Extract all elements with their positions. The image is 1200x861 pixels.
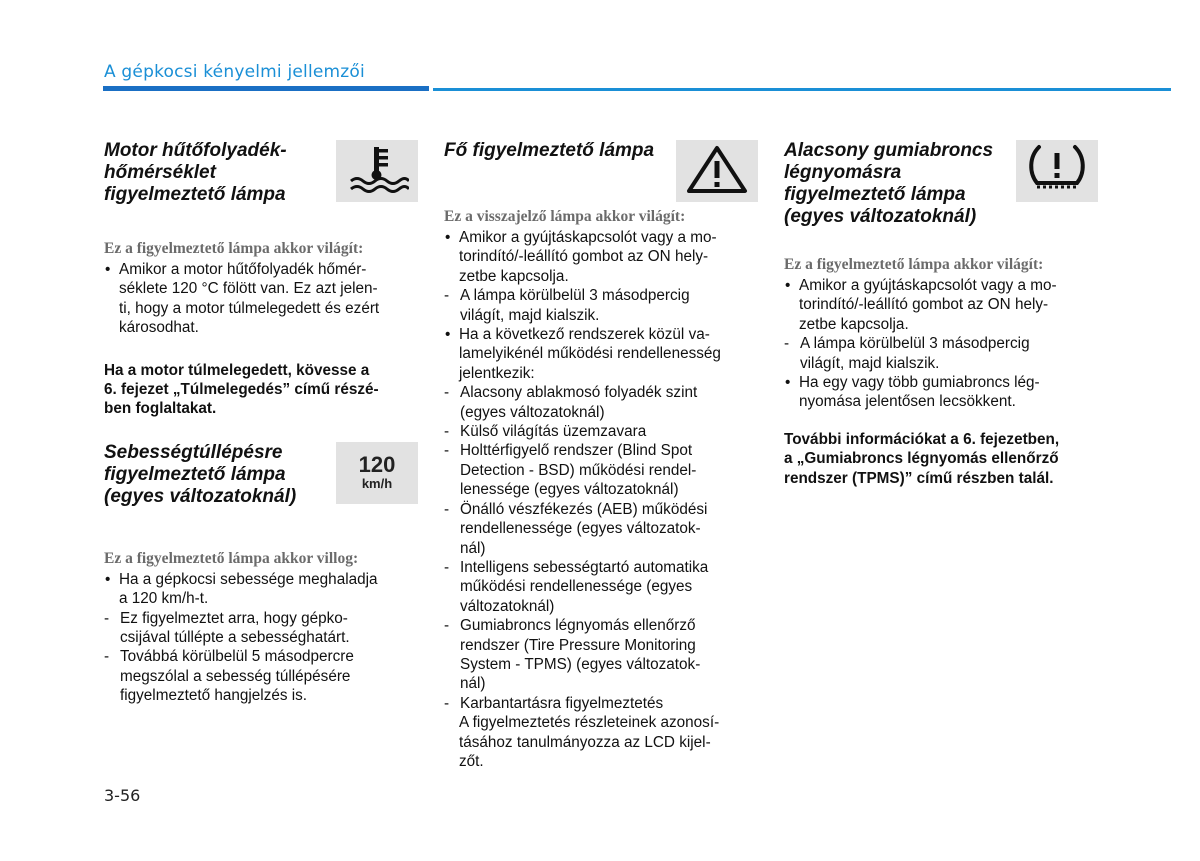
master-warning-closing: A figyelmeztetés részleteinek azonosí- tásához tanulmányozza az LCD kijel- zőt. xyxy=(459,714,720,770)
coolant-bullet-1: • Amikor a motor hűtőfolyadék hőmér- séklete 120 °C fölött van. Ez azt jelen- ti, hogy a motor túlmelegedett és ezért károsodhat. xyxy=(104,260,418,338)
coolant-overheat-note: Ha a motor túlmelegedett, kövesse a 6. fejezet „Túlmelegedés” című részé- ben foglaltakat. xyxy=(104,361,379,418)
speed-warning-icon xyxy=(336,442,418,504)
speed-bullets xyxy=(104,570,418,609)
tpms-bullet-2: • Ha egy vagy több gumiabroncs lég- nyomása jelentősen lecsökkent. xyxy=(784,373,1098,412)
system-item: - Önálló vészfékezés (AEB) működési rendellenessége (egyes változatok- nál) xyxy=(444,500,758,558)
coolant-icon-box xyxy=(336,140,418,202)
speed-subheading: Ez a figyelmeztető lámpa akkor villog: xyxy=(104,549,359,567)
speed-bullet-1: • Ha a gépkocsi sebessége meghaladja a 120 km/h-t. xyxy=(104,570,418,609)
coolant-bullets xyxy=(104,260,418,338)
master-warning-subheading: Ez a visszajelző lámpa akkor világít: xyxy=(444,208,686,225)
coolant-subheading: Ez a figyelmeztető lámpa akkor világít: xyxy=(104,240,364,257)
master-warning-bullet-2: • Ha a következő rendszerek közül va- lamelyikénél működési rendellenesség jelentkezik: xyxy=(444,325,758,383)
coolant-temperature-icon xyxy=(345,143,409,200)
master-warning-title: Fő figyelmeztető lámpa xyxy=(444,140,655,161)
tpms-bullets-1 xyxy=(784,276,1098,334)
master-warning-heading xyxy=(444,140,758,208)
coolant-section-heading xyxy=(104,140,418,240)
tpms-dash-1: - A lámpa körülbelül 3 másodpercig világít, majd kialszik. xyxy=(784,334,1098,373)
master-warning-icon xyxy=(685,143,749,200)
master-warning-system-list xyxy=(444,383,758,713)
tpms-dashes-1 xyxy=(784,334,1098,373)
system-item: - Külső világítás üzemzavara xyxy=(444,422,758,441)
header-rule-light xyxy=(433,88,1171,91)
speed-dash-2: - Továbbá körülbelül 5 másodpercre megszólal a sebesség túllépésére figyelmeztető hangjelzés is. xyxy=(104,647,418,705)
tpms-bullets-2 xyxy=(784,373,1098,412)
tpms-section-heading xyxy=(784,140,1098,256)
speed-section-heading xyxy=(104,442,418,550)
tire-pressure-warning-icon xyxy=(1025,141,1089,202)
tpms-bullet-1: • Amikor a gyújtáskapcsolót vagy a mo- torindító/-leállító gombot az ON hely- zetbe kapcsolja. xyxy=(784,276,1098,334)
master-warning-dash-1: - A lámpa körülbelül 3 másodpercig világít, majd kialszik. xyxy=(444,286,758,325)
page-number: 3-56 xyxy=(104,786,141,805)
master-warning-dashes-1 xyxy=(444,286,758,325)
master-warning-bullets-2 xyxy=(444,325,758,383)
speed-dashes xyxy=(104,609,418,706)
speed-icon-unit: km/h xyxy=(361,476,393,492)
master-warning-icon-box xyxy=(676,140,758,202)
tpms-more-info-note: További információkat a 6. fejezetben, a „Gumiabroncs légnyomás ellenőrző rendszer (TPMS)” című részben talál. xyxy=(784,430,1060,487)
speed-section-title: Sebességtúllépésre figyelmeztető lámpa (egyes változatoknál) xyxy=(104,441,297,507)
tpms-section-title: Alacsony gumiabroncs légnyomásra figyelmeztető lámpa (egyes változatoknál) xyxy=(784,140,994,227)
system-item: - Alacsony ablakmosó folyadék szint (egyes változatoknál) xyxy=(444,383,758,422)
section-header-title: A gépkocsi kényelmi jellemzői xyxy=(104,62,365,82)
master-warning-bullets-1 xyxy=(444,228,758,286)
header-rule-dark xyxy=(103,86,429,91)
column-1 xyxy=(104,140,418,706)
speed-dash-1: - Ez figyelmeztet arra, hogy gépko- csijával túllépte a sebességhatárt. xyxy=(104,609,418,648)
column-3 xyxy=(784,140,1098,488)
tpms-icon-box xyxy=(1016,140,1098,202)
coolant-section-title: Motor hűtőfolyadék- hőmérséklet figyelmeztető lámpa xyxy=(104,140,287,205)
system-item: - Gumiabroncs légnyomás ellenőrző rendszer (Tire Pressure Monitoring System - TPMS) (egyes változatok- nál) xyxy=(444,616,758,694)
master-warning-bullet-1: • Amikor a gyújtáskapcsolót vagy a mo- torindító/-leállító gombot az ON hely- zetbe kapcsolja. xyxy=(444,228,758,286)
system-item: - Holttérfigyelő rendszer (Blind Spot Detection - BSD) működési rendel- lenessége (egyes változatoknál) xyxy=(444,441,758,499)
tpms-subheading: Ez a figyelmeztető lámpa akkor világít: xyxy=(784,256,1044,273)
column-2 xyxy=(444,140,758,771)
speed-icon-number: 120 xyxy=(358,452,396,478)
system-item: - Karbantartásra figyelmeztetés xyxy=(444,694,758,713)
system-item: - Intelligens sebességtartó automatika működési rendellenessége (egyes változatoknál) xyxy=(444,558,758,616)
